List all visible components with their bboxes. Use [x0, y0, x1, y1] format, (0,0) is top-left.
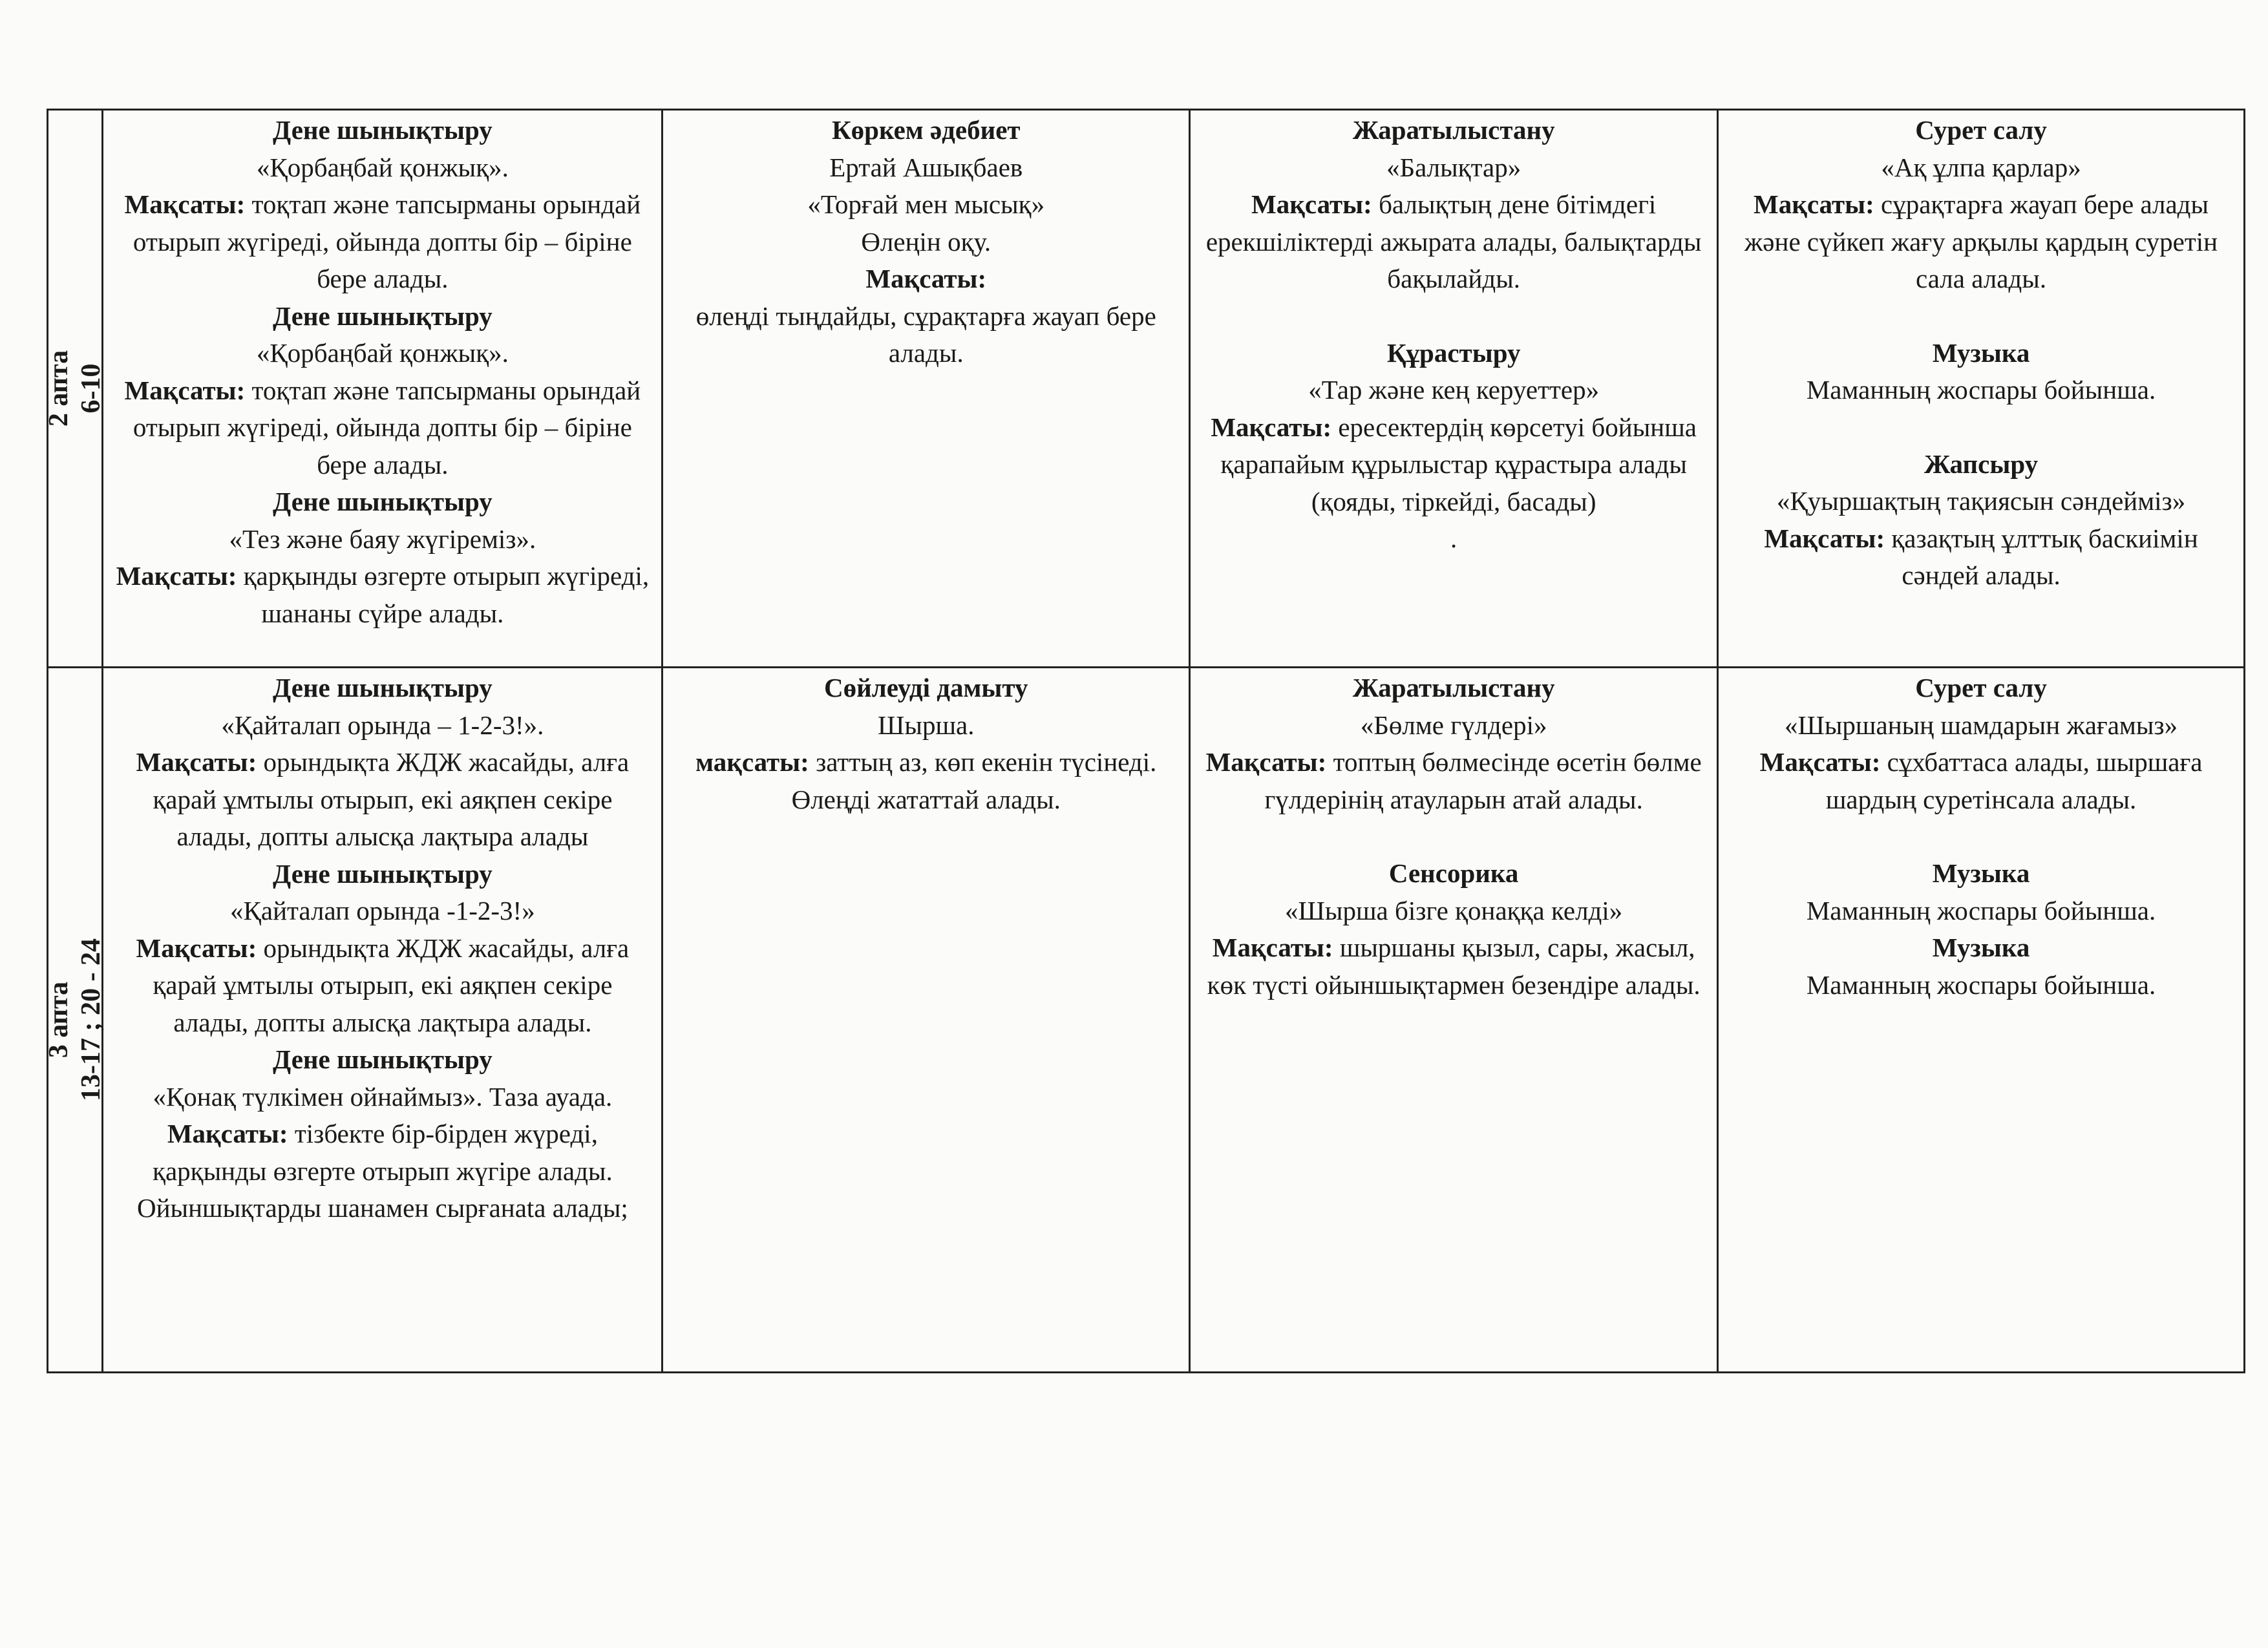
goal-text: сұрақтарға жауап бере алады және сүйкеп жағу арқылы қардың суретін сала алады. — [1744, 189, 2218, 293]
goal-text: шыршаны қызыл, сары, жасыл, көк түсті ойыншықтармен безендіре алады. — [1207, 933, 1701, 1000]
goal-text: орындықта ЖДЖ жасайды, алға қарай ұмтылы отырып, екі аяқпен секіре алады, допты алысқа лақтыра алады. — [153, 933, 630, 1037]
lesson-text — [672, 744, 1180, 818]
bold-label: Мақсаты: — [1764, 523, 1885, 553]
goal-text: ересектердің көрсетуі бойынша қарапайым құрылыстар құрастыра алады (қояды, тіркейді, басады) — [1220, 412, 1697, 516]
spacer — [1200, 818, 1708, 855]
bold-label: Музыка — [1932, 933, 2030, 962]
bold-label: Дене шынықтыру — [272, 115, 493, 145]
week-cell — [44, 668, 107, 1373]
bold-label: Дене шынықтыру — [272, 1044, 493, 1074]
lesson-text — [1728, 707, 2234, 745]
text-line: Шырша. — [878, 710, 975, 740]
lesson-text — [1728, 967, 2234, 1004]
text-line: өлеңді тыңдайды, сұрақтарға жауап бере алады. — [695, 301, 1156, 368]
bold-label: Мақсаты: — [116, 561, 237, 591]
bold-label: Мақсаты: — [1759, 747, 1881, 777]
text-line: «Шырша бізге қонаққа келді» — [1285, 895, 1623, 925]
bold-label: Жапсыру — [1924, 449, 2039, 479]
lesson-heading — [672, 112, 1180, 149]
bold-label: Сенсорика — [1388, 858, 1519, 888]
lesson-text — [1728, 483, 2234, 520]
lesson-heading — [112, 1041, 652, 1079]
goal-text: заттың аз, көп екенін түсінеді. Өлеңді жататтай алады. — [791, 747, 1157, 814]
bold-label: Музыка — [1932, 858, 2030, 888]
lesson-text — [112, 1079, 652, 1116]
week-dates: 6-10 — [76, 363, 107, 414]
text-line: «Торғай мен мысық» — [807, 189, 1045, 219]
lesson-text — [672, 224, 1180, 261]
bold-label: Мақсаты: — [1754, 189, 1874, 219]
lesson-plan-table — [44, 109, 2245, 1373]
text-line: Маманның жоспары бойынша. — [1806, 375, 2156, 405]
lesson-text — [112, 558, 652, 632]
lesson-heading — [1728, 670, 2234, 707]
lesson-text — [1728, 893, 2234, 930]
text-line: «Ақ ұлпа қарлар» — [1881, 152, 2081, 182]
text-line: «Қайталап орында -1-2-3!» — [230, 896, 535, 925]
week-label — [43, 350, 107, 427]
bold-label: Мақсаты: — [124, 375, 246, 405]
lesson-cell — [1190, 668, 1718, 1373]
goal-text: тоқтап және тапсырманы орындай отырып жүгіреді, ойында допты бір – біріне бере алады. — [132, 189, 641, 293]
lesson-heading — [1728, 112, 2234, 149]
lesson-text — [112, 930, 652, 1042]
bold-label: Мақсаты: — [1212, 933, 1333, 962]
lesson-heading — [112, 856, 652, 893]
bold-label: Мақсаты: — [1251, 189, 1372, 219]
lesson-heading — [1728, 855, 2234, 893]
text-line: «Қайталап орында – 1-2-3!». — [221, 710, 544, 740]
bold-label: Мақсаты: — [1211, 412, 1332, 442]
bold-label: Мақсаты: — [136, 747, 257, 777]
week-number: 3 апта — [44, 981, 74, 1059]
lesson-text — [1200, 372, 1708, 409]
lesson-text — [672, 149, 1180, 187]
lesson-text — [1200, 893, 1708, 930]
bold-label: Жаратылыстану — [1352, 115, 1555, 145]
week-cell — [44, 110, 107, 668]
bold-label: мақсаты: — [695, 747, 809, 777]
lesson-heading — [672, 670, 1180, 707]
lesson-cell — [103, 110, 662, 668]
goal-text: қазақтың ұлттық баскиімін сәндей алады. — [1885, 523, 2198, 590]
lesson-text — [112, 521, 652, 558]
lesson-text — [112, 1115, 652, 1227]
lesson-text — [112, 149, 652, 187]
lesson-text — [1200, 707, 1708, 745]
text-line: «Шыршаның шамдарын жағамыз» — [1785, 710, 2178, 740]
lesson-heading — [1200, 335, 1708, 372]
lesson-cell — [1718, 110, 2245, 668]
lesson-heading — [112, 298, 652, 335]
bold-label: Сурет салу — [1915, 115, 2047, 145]
text-line: «Қорбаңбай қонжық». — [256, 152, 509, 182]
lesson-heading — [112, 670, 652, 707]
bold-label: Мақсаты: — [1205, 747, 1327, 777]
text-line: «Тез және баяу жүгіреміз». — [229, 523, 536, 554]
lesson-text — [1728, 186, 2234, 298]
lesson-text — [1728, 520, 2234, 595]
text-line: . — [1450, 523, 1457, 553]
bold-label: Көркем әдебиет — [831, 115, 1021, 145]
goal-text: тоқтап және тапсырманы орындай отырып жүгіреді, ойында допты бір – біріне бере алады. — [132, 375, 641, 480]
spacer — [1728, 409, 2234, 446]
goal-text: балықтың дене бітімдегі ерекшіліктерді ажырата алады, балықтарды бақылайды. — [1205, 189, 1702, 293]
bold-label: Сөйлеуді дамыту — [824, 673, 1028, 703]
bold-label: Дене шынықтыру — [272, 858, 493, 889]
goal-text: орындықта ЖДЖ жасайды, алға қарай ұмтылы отырып, екі аяқпен секіре алады, допты алысқа лақтыра алады — [153, 747, 630, 851]
lesson-heading — [1200, 112, 1708, 149]
lesson-text — [1200, 520, 1708, 558]
bold-label: Мақсаты: — [865, 264, 987, 293]
lesson-heading — [1728, 446, 2234, 483]
text-line: «Қонақ түлкімен ойнаймыз». Таза ауада. — [153, 1081, 613, 1112]
lesson-cell — [662, 668, 1190, 1373]
text-line: «Қуыршақтың тақиясын сәндейміз» — [1776, 486, 2186, 516]
lesson-text — [1200, 186, 1708, 298]
spacer — [1728, 818, 2234, 855]
lesson-heading — [1728, 929, 2234, 967]
text-line: «Бөлме гүлдері» — [1360, 710, 1547, 740]
lesson-heading — [1200, 670, 1708, 707]
text-line: «Балықтар» — [1386, 152, 1521, 182]
lesson-text — [112, 335, 652, 372]
lesson-heading — [112, 483, 652, 521]
lesson-text — [112, 372, 652, 484]
goal-text: тізбекте бір-бірден жүреді, қарқынды өзгерте отырып жүгіре алады. Ойыншықтарды шанамен сырғанata алады; — [136, 1119, 628, 1223]
bold-label: Құрастыру — [1386, 337, 1521, 368]
table-row — [48, 668, 2245, 1373]
bold-label: Музыка — [1932, 337, 2030, 368]
goal-text: сұхбаттаса алады, шыршаға шардың суретінсала алады. — [1825, 747, 2203, 814]
text-line: Маманның жоспары бойынша. — [1806, 895, 2156, 925]
lesson-text — [112, 893, 652, 930]
bold-label: Дене шынықтыру — [272, 673, 493, 703]
bold-label: Дене шынықтыру — [272, 301, 493, 331]
lesson-text — [1200, 929, 1708, 1004]
lesson-text — [1200, 744, 1708, 818]
spacer — [1728, 298, 2234, 335]
lesson-heading — [1728, 335, 2234, 372]
lesson-cell — [1190, 110, 1718, 668]
week-number: 2 апта — [44, 350, 74, 427]
lesson-text — [1200, 149, 1708, 187]
bold-label: Мақсаты: — [167, 1119, 288, 1148]
lesson-text — [112, 707, 652, 745]
week-dates: 13-17 ; 20 - 24 — [76, 938, 107, 1101]
lesson-text — [1728, 149, 2234, 187]
lesson-text — [672, 707, 1180, 745]
lesson-cell — [662, 110, 1190, 668]
lesson-heading — [112, 112, 652, 149]
lesson-heading — [1200, 855, 1708, 893]
schedule-sheet — [44, 109, 2245, 1375]
goal-text: қарқынды өзгерте отырып жүгіреді, шананы сүйре алады. — [237, 561, 650, 628]
text-line: «Қорбаңбай қонжық». — [256, 338, 509, 368]
goal-text: топтың бөлмесінде өсетін бөлме гүлдерінің атауларын атай алады. — [1264, 747, 1702, 814]
lesson-text — [672, 298, 1180, 372]
lesson-text — [112, 186, 652, 298]
bold-label: Мақсаты: — [124, 189, 246, 219]
bold-label: Мақсаты: — [136, 933, 257, 963]
bold-label: Жаратылыстану — [1352, 673, 1555, 703]
lesson-text — [672, 186, 1180, 224]
text-line: «Тар және кең керуеттер» — [1308, 375, 1600, 405]
spacer — [1200, 298, 1708, 335]
lesson-text — [112, 744, 652, 856]
lesson-text — [1728, 372, 2234, 409]
lesson-heading — [672, 260, 1180, 298]
lesson-cell — [103, 668, 662, 1373]
text-line: Маманның жоспары бойынша. — [1806, 969, 2156, 1000]
text-line: Өлеңін оқу. — [861, 226, 991, 257]
text-line: Ертай Ашықбаев — [829, 152, 1023, 182]
bold-label: Сурет салу — [1915, 673, 2047, 703]
lesson-text — [1728, 744, 2234, 818]
week-label — [43, 938, 107, 1101]
bold-label: Дене шынықтыру — [272, 487, 493, 516]
lesson-text — [1200, 409, 1708, 521]
lesson-cell — [1718, 668, 2245, 1373]
table-row — [48, 110, 2245, 668]
